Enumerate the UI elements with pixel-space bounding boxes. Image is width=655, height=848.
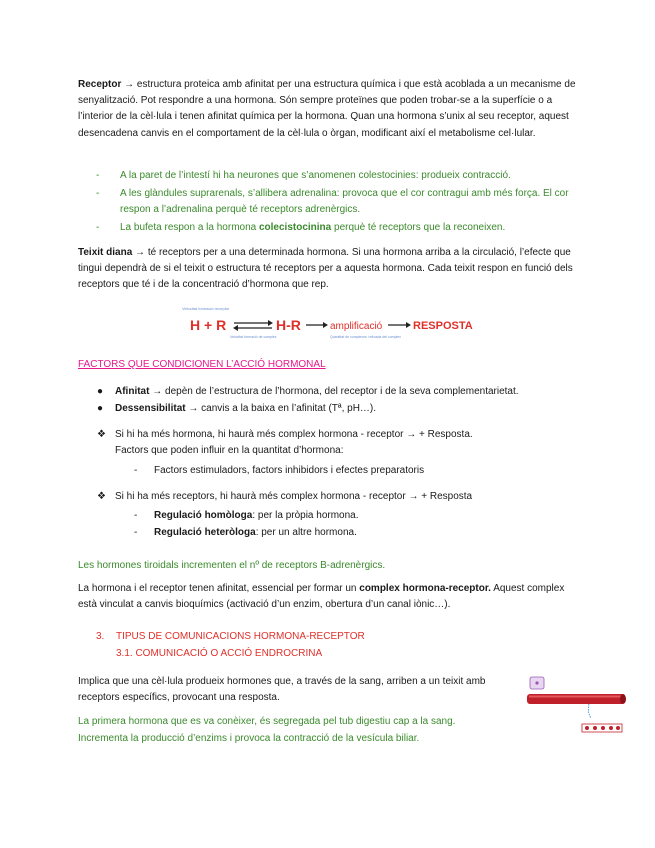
diagram-top-label: Velocitat formació receptor bbox=[182, 306, 230, 311]
arrowhead-resposta bbox=[406, 322, 411, 328]
diagram-h-r: H-R bbox=[276, 317, 301, 333]
factors-heading: FACTORS QUE CONDICIONEN L’ACCIÓ HORMONAL bbox=[78, 359, 326, 370]
green-note-2: Incrementa la producció d’enzims i provoca la contracció de la vesícula biliar. bbox=[78, 733, 420, 744]
target-cell-1 bbox=[585, 726, 589, 730]
subsection-title: 3.1. COMUNICACIÓ O ACCIÓ ENDROCRINA bbox=[116, 648, 323, 659]
diagram-bottom-left-label: Velocitat formació de complex bbox=[230, 335, 277, 339]
receptor-paragraph: Receptor → estructura proteica amb afinitat per una estructura química i que està acoblada a un mecanisme de senyalització. Pot respondre a una hormona. Són sempre proteïnes que poden trobar-se a la superfície o a l’interior de la cèl·lula i tenen afinitat química per la hormona. Quan una hormona s’unix al seu receptor, aquest desencadena canvis en el comportament de la cèl·lula o òrgan, modificant així el metabolisme cel·lular. bbox=[78, 79, 576, 139]
hormone-flow-line bbox=[588, 704, 591, 718]
target-cell-2 bbox=[593, 726, 597, 730]
equilibrium-arrowhead-right bbox=[268, 320, 273, 326]
teixit-diana-term: Teixit diana bbox=[78, 247, 133, 258]
target-cell-3 bbox=[601, 726, 605, 730]
teixit-diana-paragraph: Teixit diana → té receptors per a una determinada hormona. Si una hormona arriba a la circulació, l’efecte que tingui dependrà de si el teixit o estructura té receptors per a aquesta hormona. Cada teixit respon en funció dels receptors que té i de la concentració d’hormona que rep. bbox=[78, 247, 573, 291]
arrowhead-amplification bbox=[323, 322, 328, 328]
blood-vessel-highlight bbox=[529, 696, 623, 698]
blood-vessel-illustration bbox=[527, 674, 627, 736]
complex-paragraph: La hormona i el receptor tenen afinitat, essencial per formar un complex hormona-receptor. Aquest complex està vinculat a canvis bioquímics (activació d’un enzim, obertura d’un canal iònic…). bbox=[78, 583, 565, 611]
target-cell-4 bbox=[609, 726, 613, 730]
document-page: Receptor → estructura proteica amb afinitat per una estructura química i que està acoblada a un mecanisme de senyalització. Pot respondre a una hormona. Són sempre proteïnes que poden trobar-se a la superfície o a l’interior de la cèl·lula i tenen afinitat química per la hormona. Quan una hormona s’unix al seu receptor, aquest desencadena canvis en el comportament de la cèl·lula o òrgan, modificant així el metabolisme cel·lular. - A la paret de l’intestí hi ha neurones que s’anomenen colestocinies: produeix contracció. - A les glàndules suprarenals, s’allibera adrenalina: provoca que el cor contragui amb més força. El cor respon a l’adrenalina perquè té receptors adrenèrgics. - La bufeta respon a la hormona colecistocinina perquè té receptors que la reconeixen. Teixit diana → té receptors per a una determinada hormona. Si una hormona arriba a la circulació, l’efecte que tingui dependrà de si el teixit o estructura té receptors per a aquesta hormona. Cada teixit respon en funció dels receptors que té i de la concentració d’hormona que rep. Velocitat formació receptor H + R H-R amplificació RESPOSTA Velocitat formació de complex Quantitat de complexos i eficacia del complex FACTORS QUE CONDICIONEN L’ACCIÓ HORMONAL ● Afinitat → depèn de l’estructura de l’hormona, del receptor i de la seva complementarietat. ● Dessensibilitat → canvis a la baixa en l’afinitat (Tª, pH…). ❖ Si hi ha més hormona, hi haurà més complex hormona - receptor → + Resposta. Factors que poden influir en la quantitat d’hormona: - Factors estimuladors, factors inhibidors i efectes preparatoris ❖ Si hi ha més receptors, hi haurà més complex hormona - receptor → + Resposta - Regulació homòloga: per la pròpia hormona. - Regulació heteròloga: per un altre hormona. Les hormones tiroidals incrementen el nº de receptors B-adrenèrgics. La hormona i el receptor tenen afinitat, essencial per formar un complex hormona-receptor. Aquest complex està vinculat a canvis bioquímics (activació d’un enzim, obertura d’un canal iònic…). 3. TIPUS DE COMUNICACIONS HORMONA-RECEPTOR 3.1. COMUNICACIÓ O ACCIÓ ENDROCRINA Implica que una cèl·lula produeix hormones que, a través de la sang, arriben a un teixit amb receptors específics, provocant una resposta. La primera hormona que es va conèixer, és segregada pel tub digestiu cap a la sang. Incrementa la producció d’enzims i provoca la contracció de la vesícula biliar. bbox=[0, 0, 655, 848]
equilibrium-arrowhead-left bbox=[233, 325, 238, 331]
tiroidals-note: Les hormones tiroidals incrementen el nº de receptors B-adrenèrgics. bbox=[78, 560, 386, 571]
green-note-1: La primera hormona que es va conèixer, és segregada pel tub digestiu cap a la sang. bbox=[78, 716, 456, 727]
hormone-dot bbox=[535, 681, 538, 684]
section-title: TIPUS DE COMUNICACIONS HORMONA-RECEPTOR bbox=[116, 631, 365, 642]
target-cell-5 bbox=[616, 726, 620, 730]
diagram-h-plus-r: H + R bbox=[190, 317, 227, 333]
endocrina-paragraph: Implica que una cèl·lula produeix hormones que, a través de la sang, arriben a un teixit amb receptors específics, provocant una resposta. bbox=[78, 676, 486, 704]
hormone-receptor-diagram bbox=[180, 304, 480, 344]
vessel-end bbox=[620, 694, 626, 704]
diagram-amplificacio: amplificació bbox=[330, 321, 383, 332]
diagram-bottom-right-label: Quantitat de complexos i eficacia del complex bbox=[330, 335, 402, 339]
receptor-term: Receptor bbox=[78, 79, 122, 90]
diagram-resposta: RESPOSTA bbox=[413, 320, 473, 332]
section-number: 3. bbox=[96, 631, 105, 642]
